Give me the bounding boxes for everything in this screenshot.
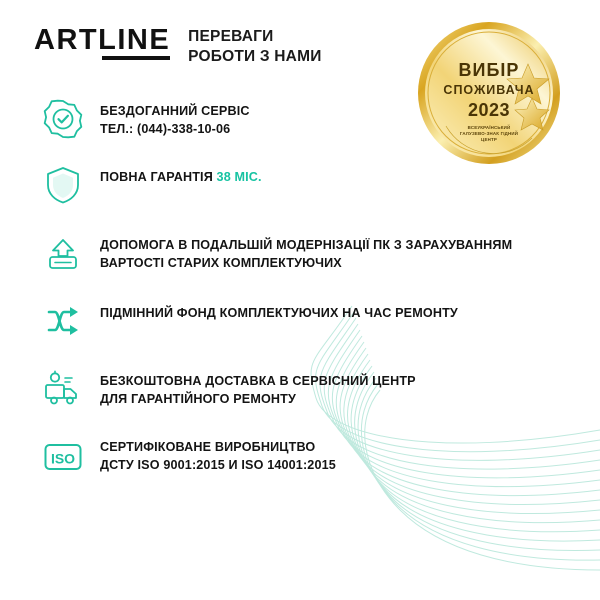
shield-icon	[40, 162, 86, 208]
delivery-line-2: ДЛЯ ГАРАНТІЙНОГО РЕМОНТУ	[100, 392, 296, 407]
iso-line-1: СЕРТИФІКОВАНЕ ВИРОБНИЦТВО	[100, 440, 316, 454]
page-title-line2: РОБОТИ З НАМИ	[188, 48, 322, 66]
shuffle-icon	[40, 298, 86, 344]
iso-icon	[40, 434, 86, 480]
swap-fund-line-1: ПІДМІННИЙ ФОНД КОМПЛЕКТУЮЧИХ НА ЧАС РЕМОНТУ	[100, 306, 458, 320]
service-line-1: БЕЗДОГАННИЙ СЕРВІС	[100, 104, 250, 118]
badge-fine-text-1: ВСЕУКРАЇНСЬКИЙ	[467, 125, 511, 130]
badge-fine-text-2: ГАЛУЗЕВО-ЗНАК ГІДНИЙ	[459, 131, 519, 136]
delivery-line-1: БЕЗКОШТОВНА ДОСТАВКА В СЕРВІСНИЙ ЦЕНТР	[100, 374, 416, 388]
list-item-text	[100, 96, 250, 139]
svg-text:ISO: ISO	[50, 450, 76, 467]
page-title	[188, 24, 321, 68]
list-item-delivery	[40, 366, 560, 412]
list-item-text	[100, 230, 512, 273]
badge-fine-text-3: ЦЕНТР	[481, 137, 497, 142]
delivery-truck-icon	[40, 366, 86, 412]
list-item-swap-fund	[40, 298, 560, 344]
warranty-line-1: ПОВНА ГАРАНТІЯ	[100, 170, 217, 184]
list-item-warranty	[40, 162, 560, 208]
check-badge-icon	[40, 96, 86, 142]
advantages-list	[40, 96, 560, 502]
service-line-2: ТЕЛ.: (044)-338-10-06	[100, 122, 231, 137]
list-item-text	[100, 366, 416, 409]
list-item-iso	[40, 434, 560, 480]
badge-year-text: 2023	[467, 100, 511, 120]
list-item-text	[100, 298, 458, 322]
upgrade-line-1: ДОПОМОГА В ПОДАЛЬШІЙ МОДЕРНІЗАЦІЇ ПК З ЗАРАХУВАННЯМ	[100, 238, 513, 252]
badge-choice-text: ВИБІР	[458, 60, 520, 80]
header	[34, 24, 322, 68]
list-item-service	[40, 96, 560, 142]
list-item-text	[100, 434, 336, 475]
iso-line-2: ДСТУ ISO 9001:2015 И ISO 14001:2015	[100, 458, 336, 473]
badge-consumer-text: СПОЖИВАЧА	[443, 83, 535, 97]
logo-underline	[102, 56, 170, 60]
list-item-text	[100, 162, 262, 186]
upgrade-arrow-icon	[40, 230, 86, 276]
list-item-upgrade	[40, 230, 560, 276]
logo-text: ARTLINE	[34, 24, 171, 56]
warranty-accent: 38 МІС.	[216, 170, 262, 184]
upgrade-line-2: ВАРТОСТІ СТАРИХ КОМПЛЕКТУЮЧИХ	[100, 256, 342, 271]
page-title-line1: ПЕРЕВАГИ	[188, 28, 274, 45]
artline-logo	[34, 24, 170, 55]
